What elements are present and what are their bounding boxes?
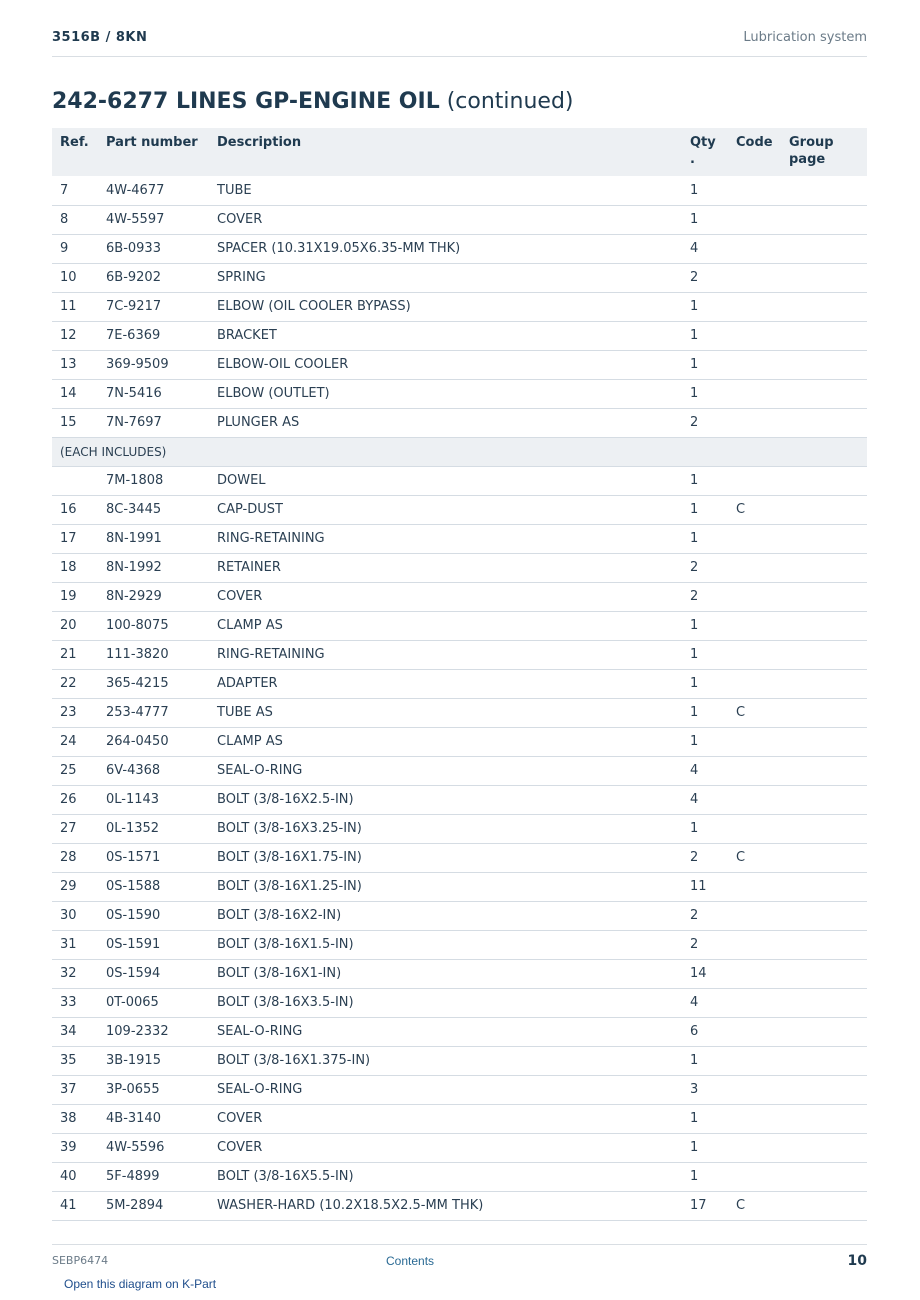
- group-page-cell: [781, 292, 867, 321]
- group-page-cell: [781, 1017, 867, 1046]
- code-cell: [728, 756, 781, 785]
- qty-cell: 1: [682, 321, 728, 350]
- code-cell: [728, 205, 781, 234]
- group-page-cell: [781, 321, 867, 350]
- group-page-cell: [781, 843, 867, 872]
- qty-cell: 1: [682, 698, 728, 727]
- code-cell: [728, 872, 781, 901]
- qty-cell: 2: [682, 582, 728, 611]
- part-number-cell: 4W-5596: [98, 1133, 209, 1162]
- code-cell: C: [728, 495, 781, 524]
- group-page-cell: [781, 379, 867, 408]
- parts-table-body: [52, 176, 867, 1220]
- description-cell: SEAL-O-RING: [209, 756, 682, 785]
- description-cell: COVER: [209, 205, 682, 234]
- part-number-cell: 8N-2929: [98, 582, 209, 611]
- qty-cell: 2: [682, 930, 728, 959]
- table-row: [52, 1104, 867, 1133]
- page-title: [52, 89, 574, 114]
- ref-cell: 15: [52, 408, 98, 437]
- code-cell: [728, 582, 781, 611]
- qty-cell: 1: [682, 495, 728, 524]
- table-row: [52, 1162, 867, 1191]
- part-number-cell: 0S-1571: [98, 843, 209, 872]
- group-page-cell: [781, 205, 867, 234]
- description-cell: ELBOW-OIL COOLER: [209, 350, 682, 379]
- part-number-cell: 7M-1808: [98, 466, 209, 495]
- table-row: [52, 901, 867, 930]
- section-name: Lubrication system: [743, 30, 867, 45]
- table-row: [52, 292, 867, 321]
- code-cell: [728, 350, 781, 379]
- group-page-cell: [781, 959, 867, 988]
- group-page-cell: [781, 350, 867, 379]
- table-row: [52, 930, 867, 959]
- ref-cell: 10: [52, 263, 98, 292]
- description-cell: RETAINER: [209, 553, 682, 582]
- part-number-cell: 264-0450: [98, 727, 209, 756]
- code-cell: [728, 234, 781, 263]
- qty-cell: 2: [682, 901, 728, 930]
- qty-cell: 3: [682, 1075, 728, 1104]
- code-cell: [728, 379, 781, 408]
- part-number-cell: 7E-6369: [98, 321, 209, 350]
- title-suffix: (continued): [446, 89, 574, 114]
- code-cell: [728, 901, 781, 930]
- description-cell: TUBE AS: [209, 698, 682, 727]
- code-cell: [728, 1162, 781, 1191]
- group-page-cell: [781, 756, 867, 785]
- ref-cell: 22: [52, 669, 98, 698]
- table-row: [52, 1017, 867, 1046]
- table-row: [52, 408, 867, 437]
- code-cell: [728, 292, 781, 321]
- description-cell: COVER: [209, 582, 682, 611]
- group-page-cell: [781, 1104, 867, 1133]
- description-cell: BOLT (3/8-16X1.75-IN): [209, 843, 682, 872]
- qty-cell: 1: [682, 814, 728, 843]
- table-row: [52, 495, 867, 524]
- code-cell: [728, 1133, 781, 1162]
- page-number: 10: [847, 1253, 867, 1269]
- ref-cell: 20: [52, 611, 98, 640]
- table-row: [52, 263, 867, 292]
- code-cell: [728, 176, 781, 205]
- part-number-cell: 4B-3140: [98, 1104, 209, 1133]
- ref-cell: 39: [52, 1133, 98, 1162]
- group-page-cell: [781, 495, 867, 524]
- code-cell: [728, 785, 781, 814]
- ref-cell: 19: [52, 582, 98, 611]
- group-page-cell: [781, 263, 867, 292]
- qty-cell: 2: [682, 843, 728, 872]
- description-cell: RING-RETAINING: [209, 640, 682, 669]
- parts-table: [52, 128, 867, 1221]
- qty-cell: 1: [682, 466, 728, 495]
- column-header-description: Description: [209, 128, 682, 176]
- description-cell: DOWEL: [209, 466, 682, 495]
- table-row: [52, 1191, 867, 1220]
- part-number-cell: 6B-9202: [98, 263, 209, 292]
- part-number-cell: 6B-0933: [98, 234, 209, 263]
- qty-cell: 1: [682, 727, 728, 756]
- ref-cell: 27: [52, 814, 98, 843]
- code-cell: [728, 930, 781, 959]
- part-number-cell: 4W-5597: [98, 205, 209, 234]
- part-number-cell: 7C-9217: [98, 292, 209, 321]
- ref-cell: 29: [52, 872, 98, 901]
- table-row: [52, 611, 867, 640]
- part-number-cell: 6V-4368: [98, 756, 209, 785]
- qty-cell: 17: [682, 1191, 728, 1220]
- table-row: [52, 814, 867, 843]
- code-cell: [728, 640, 781, 669]
- ref-cell: 38: [52, 1104, 98, 1133]
- description-cell: TUBE: [209, 176, 682, 205]
- ref-cell: 37: [52, 1075, 98, 1104]
- ref-cell: 24: [52, 727, 98, 756]
- group-page-cell: [781, 524, 867, 553]
- part-number-cell: 365-4215: [98, 669, 209, 698]
- code-cell: [728, 1046, 781, 1075]
- code-cell: [728, 263, 781, 292]
- part-number-cell: 3B-1915: [98, 1046, 209, 1075]
- group-page-cell: [781, 1046, 867, 1075]
- qty-cell: 1: [682, 292, 728, 321]
- qty-cell: 1: [682, 1046, 728, 1075]
- column-header-ref: Ref.: [52, 128, 98, 176]
- part-number-cell: 7N-7697: [98, 408, 209, 437]
- part-number-cell: 8N-1991: [98, 524, 209, 553]
- ref-cell: 26: [52, 785, 98, 814]
- code-cell: [728, 321, 781, 350]
- ref-cell: 31: [52, 930, 98, 959]
- code-cell: C: [728, 698, 781, 727]
- table-row: [52, 582, 867, 611]
- part-number-cell: 0L-1352: [98, 814, 209, 843]
- description-cell: ELBOW (OIL COOLER BYPASS): [209, 292, 682, 321]
- table-row: [52, 205, 867, 234]
- group-page-cell: [781, 466, 867, 495]
- title-main: 242-6277 LINES GP-ENGINE OIL: [52, 89, 440, 114]
- ref-cell: 16: [52, 495, 98, 524]
- code-cell: [728, 524, 781, 553]
- code-cell: [728, 553, 781, 582]
- description-cell: BOLT (3/8-16X3.25-IN): [209, 814, 682, 843]
- subheader-note: (EACH INCLUDES): [52, 437, 867, 466]
- description-cell: PLUNGER AS: [209, 408, 682, 437]
- description-cell: ADAPTER: [209, 669, 682, 698]
- part-number-cell: 8C-3445: [98, 495, 209, 524]
- code-cell: [728, 988, 781, 1017]
- table-row: [52, 553, 867, 582]
- qty-cell: 14: [682, 959, 728, 988]
- table-row: [52, 234, 867, 263]
- group-page-cell: [781, 553, 867, 582]
- group-page-cell: [781, 611, 867, 640]
- description-cell: BOLT (3/8-16X1.25-IN): [209, 872, 682, 901]
- qty-cell: 1: [682, 611, 728, 640]
- ref-cell: 18: [52, 553, 98, 582]
- contents-link[interactable]: Contents: [386, 1254, 435, 1268]
- ref-cell: 12: [52, 321, 98, 350]
- ref-cell: 13: [52, 350, 98, 379]
- code-cell: [728, 466, 781, 495]
- qty-cell: 2: [682, 263, 728, 292]
- qty-cell: 4: [682, 756, 728, 785]
- group-page-cell: [781, 785, 867, 814]
- table-row: [52, 872, 867, 901]
- part-number-cell: 7N-5416: [98, 379, 209, 408]
- description-cell: SPACER (10.31X19.05X6.35-MM THK): [209, 234, 682, 263]
- ref-cell: 25: [52, 756, 98, 785]
- description-cell: BOLT (3/8-16X2.5-IN): [209, 785, 682, 814]
- ref-cell: 28: [52, 843, 98, 872]
- description-cell: CAP-DUST: [209, 495, 682, 524]
- code-cell: [728, 1075, 781, 1104]
- column-header-part-number: Part number: [98, 128, 209, 176]
- description-cell: CLAMP AS: [209, 611, 682, 640]
- open-kpart-link[interactable]: Open this diagram on K-Part: [64, 1277, 217, 1291]
- ref-cell: [52, 466, 98, 495]
- group-page-cell: [781, 1162, 867, 1191]
- table-row: [52, 524, 867, 553]
- description-cell: BOLT (3/8-16X1-IN): [209, 959, 682, 988]
- description-cell: COVER: [209, 1133, 682, 1162]
- code-cell: [728, 959, 781, 988]
- qty-cell: 1: [682, 176, 728, 205]
- table-row: [52, 640, 867, 669]
- description-cell: SEAL-O-RING: [209, 1075, 682, 1104]
- part-number-cell: 5F-4899: [98, 1162, 209, 1191]
- table-row: [52, 1075, 867, 1104]
- code-cell: [728, 727, 781, 756]
- ref-cell: 34: [52, 1017, 98, 1046]
- ref-cell: 33: [52, 988, 98, 1017]
- table-row: [52, 466, 867, 495]
- description-cell: SPRING: [209, 263, 682, 292]
- table-header-row: [52, 128, 867, 176]
- description-cell: BRACKET: [209, 321, 682, 350]
- page-header: [52, 26, 867, 57]
- part-number-cell: 3P-0655: [98, 1075, 209, 1104]
- model-code: 3516B / 8KN: [52, 30, 148, 45]
- group-page-cell: [781, 988, 867, 1017]
- column-header-qty: Qty .: [682, 128, 728, 176]
- code-cell: [728, 1017, 781, 1046]
- description-cell: BOLT (3/8-16X3.5-IN): [209, 988, 682, 1017]
- description-cell: BOLT (3/8-16X5.5-IN): [209, 1162, 682, 1191]
- part-number-cell: 253-4777: [98, 698, 209, 727]
- group-page-cell: [781, 176, 867, 205]
- ref-cell: 30: [52, 901, 98, 930]
- part-number-cell: 4W-4677: [98, 176, 209, 205]
- part-number-cell: 0S-1591: [98, 930, 209, 959]
- qty-cell: 4: [682, 785, 728, 814]
- column-header-group-page: Group page: [781, 128, 867, 176]
- table-row: [52, 379, 867, 408]
- qty-cell: 1: [682, 1133, 728, 1162]
- table-row: [52, 350, 867, 379]
- table-row: [52, 321, 867, 350]
- table-row: [52, 727, 867, 756]
- part-number-cell: 100-8075: [98, 611, 209, 640]
- ref-cell: 11: [52, 292, 98, 321]
- table-row: [52, 1133, 867, 1162]
- group-page-cell: [781, 669, 867, 698]
- description-cell: SEAL-O-RING: [209, 1017, 682, 1046]
- qty-cell: 2: [682, 408, 728, 437]
- ref-cell: 23: [52, 698, 98, 727]
- description-cell: BOLT (3/8-16X2-IN): [209, 901, 682, 930]
- code-cell: [728, 1104, 781, 1133]
- part-number-cell: 5M-2894: [98, 1191, 209, 1220]
- qty-cell: 4: [682, 988, 728, 1017]
- qty-cell: 1: [682, 1104, 728, 1133]
- description-cell: COVER: [209, 1104, 682, 1133]
- code-cell: [728, 611, 781, 640]
- group-page-cell: [781, 872, 867, 901]
- part-number-cell: 109-2332: [98, 1017, 209, 1046]
- group-page-cell: [781, 234, 867, 263]
- qty-cell: 11: [682, 872, 728, 901]
- ref-cell: 35: [52, 1046, 98, 1075]
- description-cell: ELBOW (OUTLET): [209, 379, 682, 408]
- group-page-cell: [781, 814, 867, 843]
- table-row: [52, 959, 867, 988]
- part-number-cell: 0S-1594: [98, 959, 209, 988]
- part-number-cell: 0T-0065: [98, 988, 209, 1017]
- ref-cell: 14: [52, 379, 98, 408]
- part-number-cell: 0L-1143: [98, 785, 209, 814]
- code-cell: [728, 408, 781, 437]
- qty-cell: 1: [682, 205, 728, 234]
- code-cell: C: [728, 1191, 781, 1220]
- description-cell: RING-RETAINING: [209, 524, 682, 553]
- table-row: [52, 756, 867, 785]
- group-page-cell: [781, 1075, 867, 1104]
- ref-cell: 32: [52, 959, 98, 988]
- qty-cell: 4: [682, 234, 728, 263]
- page-footer: [52, 1244, 867, 1273]
- table-row: [52, 1046, 867, 1075]
- code-cell: C: [728, 843, 781, 872]
- group-page-cell: [781, 1191, 867, 1220]
- table-row: [52, 698, 867, 727]
- table-row: [52, 785, 867, 814]
- ref-cell: 9: [52, 234, 98, 263]
- code-cell: [728, 669, 781, 698]
- group-page-cell: [781, 901, 867, 930]
- group-page-cell: [781, 930, 867, 959]
- qty-cell: 6: [682, 1017, 728, 1046]
- part-number-cell: 369-9509: [98, 350, 209, 379]
- ref-cell: 40: [52, 1162, 98, 1191]
- group-page-cell: [781, 698, 867, 727]
- ref-cell: 21: [52, 640, 98, 669]
- ref-cell: 7: [52, 176, 98, 205]
- qty-cell: 1: [682, 640, 728, 669]
- description-cell: BOLT (3/8-16X1.5-IN): [209, 930, 682, 959]
- description-cell: WASHER-HARD (10.2X18.5X2.5-MM THK): [209, 1191, 682, 1220]
- group-page-cell: [781, 408, 867, 437]
- table-row: [52, 176, 867, 205]
- group-page-cell: [781, 582, 867, 611]
- ref-cell: 17: [52, 524, 98, 553]
- ref-cell: 41: [52, 1191, 98, 1220]
- document-id: SEBP6474: [52, 1254, 109, 1267]
- group-page-cell: [781, 1133, 867, 1162]
- ref-cell: 8: [52, 205, 98, 234]
- column-header-code: Code: [728, 128, 781, 176]
- description-cell: BOLT (3/8-16X1.375-IN): [209, 1046, 682, 1075]
- qty-cell: 1: [682, 379, 728, 408]
- part-number-cell: 8N-1992: [98, 553, 209, 582]
- part-number-cell: 0S-1590: [98, 901, 209, 930]
- group-page-cell: [781, 727, 867, 756]
- qty-cell: 1: [682, 524, 728, 553]
- qty-cell: 1: [682, 1162, 728, 1191]
- group-page-cell: [781, 640, 867, 669]
- qty-cell: 2: [682, 553, 728, 582]
- table-row: [52, 843, 867, 872]
- description-cell: CLAMP AS: [209, 727, 682, 756]
- qty-cell: 1: [682, 669, 728, 698]
- qty-cell: 1: [682, 350, 728, 379]
- table-subheader-row: [52, 437, 867, 466]
- table-row: [52, 988, 867, 1017]
- code-cell: [728, 814, 781, 843]
- table-row: [52, 669, 867, 698]
- part-number-cell: 111-3820: [98, 640, 209, 669]
- part-number-cell: 0S-1588: [98, 872, 209, 901]
